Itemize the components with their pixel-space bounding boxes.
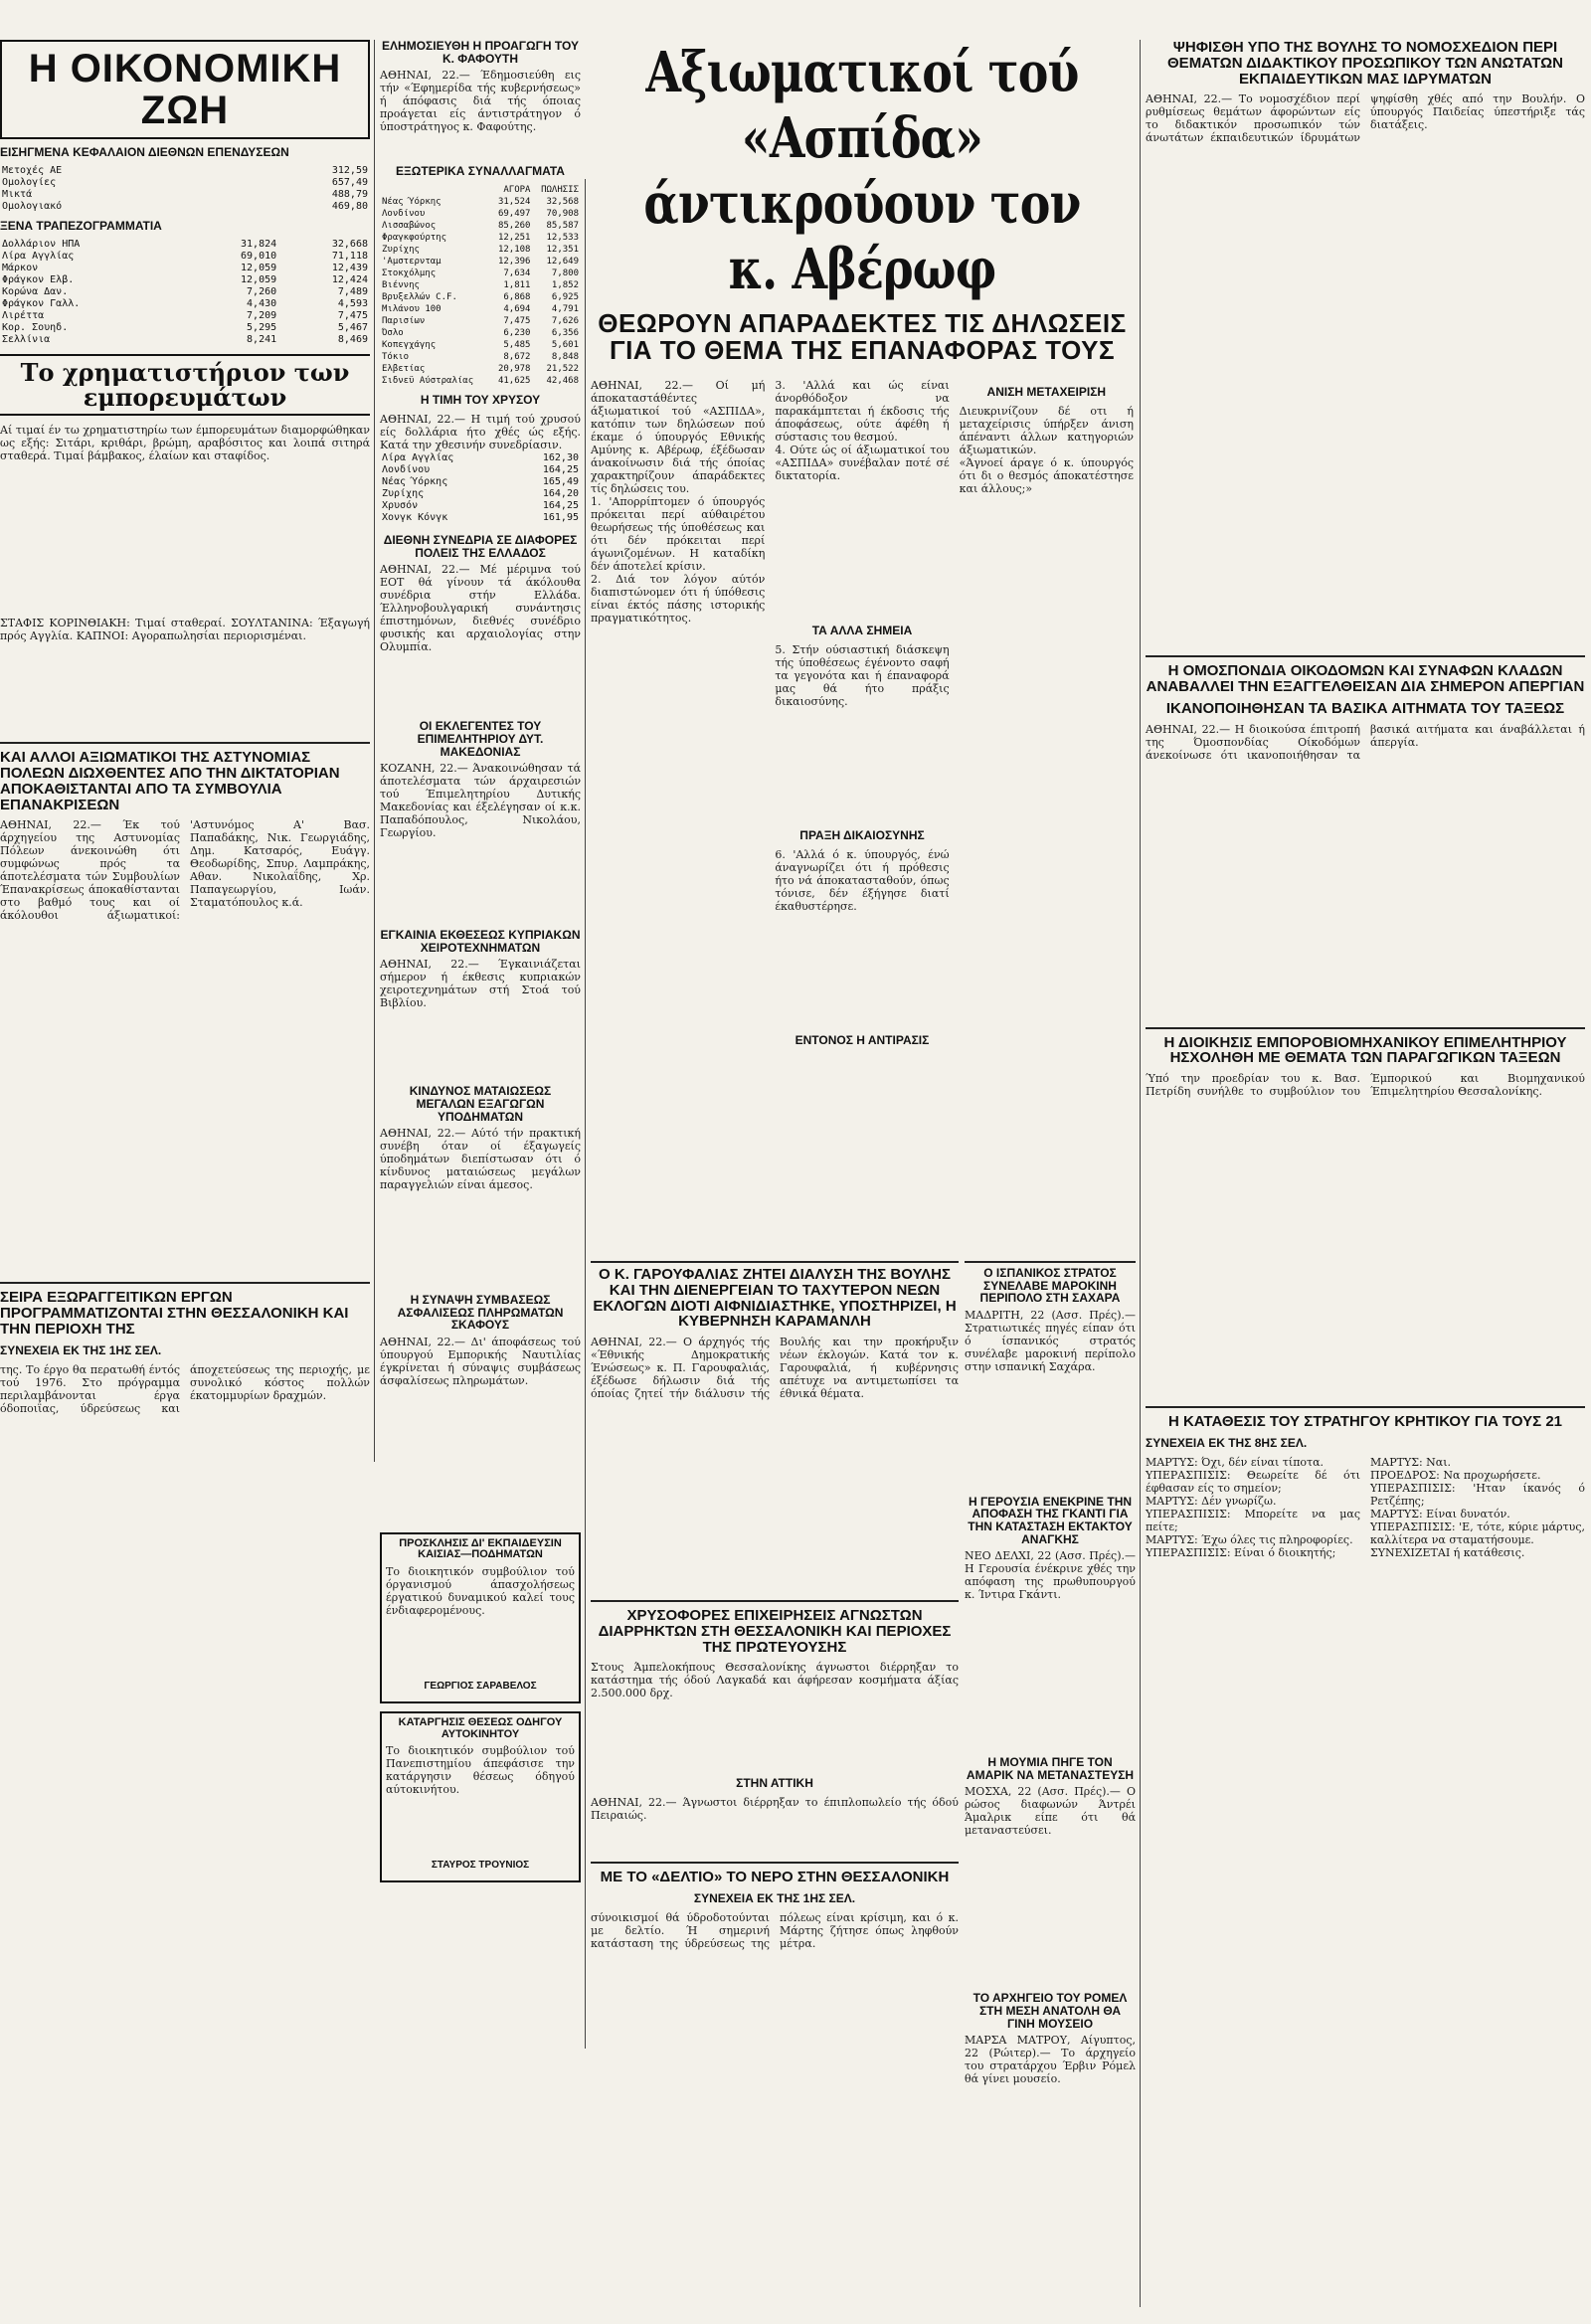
garoufalias-text: ΑΘΗΝΑΙ, 22.— Ο άρχηγός τής «Έθνικής Δημοκρατικής Ένώσεως» κ. Π. Γαρουφαλιάς, έξέδωσε δήλωσιν διά τής όποίας ζητεί τήν διάλυσιν τής Βουλής και την προκήρυξιν νέων έκλογών. Κατά τον κ. Γαρουφαλιά, ή κυβέρνησις απέτυχε να αντιμετωπίσει τα έθνικά θέματα.	[591, 1336, 963, 1400]
burglary-sub: ΣΤΗΝ ΑΤΤΙΚΗ	[736, 1776, 813, 1791]
lead-sub-d: ΑΝΙΣΗ ΜΕΤΑΧΕΙΡΙΣΗ	[986, 384, 1107, 399]
banknote-row-cell: Κορ. Σουηδ.	[2, 322, 69, 333]
column-economic-life	[0, 40, 374, 2317]
exchange-row-cell: 12,108	[497, 245, 531, 256]
banknote-row-cell: 32,668	[331, 239, 368, 250]
lead-text-b: 3. 'Αλλά και ώς είναι άνορθόδοξον να παρακάμπτεται ή έκδοσις τής άποφάσεως, ούτε άφέθη ή σύστασις του θεσμού. 4. Ούτε ώς οί άξιωματικοί του «ΑΣΠΙΔΑ» συνέβαλαν ποτέ σέ δικτατορία.	[775, 378, 950, 482]
jobs-signature: ΓΕΩΡΓΙΟΣ ΣΑΡΑΒΕΛΟΣ	[424, 1681, 537, 1692]
india-heading: Η ΓΕΡΟΥΣΙΑ ΕΝΕΚΡΙΝΕ ΤΗΝ ΑΠΟΦΑΣΗ ΤΗΣ ΓΚΑΝΤΙ ΓΙΑ ΤΗΝ ΚΑΤΑΣΤΑΣΗ ΕΚΤΑΚΤΟΥ ΑΝΑΓΚΗΣ	[968, 1494, 1133, 1546]
exchange-row	[380, 256, 581, 268]
banknote-row-cell: 5,295	[247, 322, 277, 333]
law-heading: ΨΗΦΙΣΘΗ ΥΠΟ ΤΗΣ ΒΟΥΛΗΣ ΤΟ ΝΟΜΟΣΧΕΔΙΟΝ ΠΕΡΙ ΘΕΜΑΤΩΝ ΔΙΔΑΚΤΙΚΟΥ ΠΡΟΣΩΠΙΚΟΥ ΤΩΝ ΑΝΩΤΑΤΩΝ ΕΚΠΑΙΔΕΥΤΙΚΩΝ ΜΑΣ ΙΔΡΥΜΑΤΩΝ	[1167, 39, 1563, 88]
exchange-row-cell: 7,800	[551, 268, 579, 279]
exchange-row-cell: 6,230	[503, 328, 531, 339]
exchange-row	[380, 363, 581, 375]
exchange-row-cell: 7,634	[503, 268, 531, 279]
banknote-row-cell: 5,467	[337, 322, 368, 333]
column-rule	[374, 40, 375, 1462]
garoufalias-heading: Ο Κ. ΓΑΡΟΥΦΑΛΙΑΣ ΖΗΤΕΙ ΔΙΑΛΥΣΗ ΤΗΣ ΒΟΥΛΗΣ ΚΑΙ ΤΗΝ ΔΙΕΝΕΡΓΕΙΑΝ ΤΟ ΤΑΧΥΤΕΡΟΝ ΝΕΩΝ ΕΚΛΟΓΩΝ ΔΙΟΤΙ ΑΙΦΝΙΔΙΑΣΤΗΚΕ, ΥΠΟΣΤΗΡΙΖΕΙ, Η ΚΥΒΕΡΝΗΣΗ ΚΑΡΑΜΑΝΛΗ	[593, 1266, 957, 1331]
lead-subheadline-line-1: ΘΕΩΡΟΥΝ ΑΠΑΡΑΔΕΚΤΕΣ ΤΙΣ ΔΗΛΩΣΕΙΣ	[598, 308, 1127, 338]
exchange-row	[380, 327, 581, 339]
banknote-row	[0, 334, 370, 346]
gold-row-cell: 164,20	[542, 488, 579, 500]
gold-row	[380, 464, 581, 476]
india-text: ΝΕΟ ΔΕΛΧΙ, 22 (Ασσ. Πρές).— Η Γερουσία ένέκρινε χθές την απόφαση της πρωθυπουργού κ. Ίντιρα Γκάντι.	[965, 1549, 1140, 1602]
gold-row-cell: 161,95	[542, 512, 579, 524]
union-subheading: ΙΚΑΝΟΠΟΙΗΘΗΣΑΝ ΤΑ ΒΑΣΙΚΑ ΑΙΤΗΜΑΤΑ ΤΟΥ ΤΑΞΕΩΣ	[1165, 699, 1565, 717]
exchange-col-sell: ΠΩΛΗΣΙΣ	[541, 185, 579, 196]
exhibition-text: ΑΘΗΝΑΙ, 22.— Έγκαινιάζεται σήμερον ή έκθεσις κυπριακών χειροτεχνημάτων στή Στοά τού Βιβλίου.	[380, 958, 585, 1010]
shoe-export-text: ΑΘΗΝΑΙ, 22.— Αύτό τήν πρακτική συνέβη όταν οί έξαγωγείς ύποδημάτων διεπίστωσαν ότι ό κίνδυνος ματαιώσεως μεγάλων παραγγελιών είναι άμεσος.	[380, 1127, 585, 1192]
divider	[591, 1862, 959, 1864]
gold-heading: Η ΤΙΜΗ ΤΟΥ ΧΡΥΣΟΥ	[420, 393, 541, 408]
banknote-row	[0, 239, 370, 251]
column-rule	[585, 179, 586, 2049]
banknote-row-cell: 71,118	[331, 251, 368, 262]
union-text: ΑΘΗΝΑΙ, 22.— Η διοικούσα έπιτροπή της Όμοσπονδίας Οίκοδόμων άνεκοίνωσε ότι ικανοποιήθησαν τα βασικά αιτήματα και άναβάλλεται ή άπεργία.	[1146, 722, 1589, 762]
exchange-row-cell: 8,848	[551, 352, 579, 363]
gold-row-cell: Λονδίνου	[382, 464, 431, 476]
insurance-text: ΑΘΗΝΑΙ, 22.— Δι' άποφάσεως τού ύπουργού Εμπορικής Ναυτιλίας έγκρίνεται ή σύναψις συμβάσεως άσφαλίσεως πληρωμάτων.	[380, 1335, 585, 1387]
banknote-row-cell: 12,424	[331, 274, 368, 285]
exchange-row-cell: Κοπεγχάγης	[382, 340, 437, 351]
exchange-row-cell: 69,497	[497, 209, 531, 220]
lead-body	[591, 379, 1134, 1234]
lead-headline	[639, 40, 1085, 302]
exchange-row-cell: Λισσαβώνος	[382, 221, 437, 232]
water-text: σύνοικισμοί θά ύδροδοτούνται με δελτίο. Ή σημερινή κατάσταση της ύδρεύσεως της πόλεως είναι κρίσιμη, και ό κ. Μάρτης ζήτησε όπως ληφθούν μέτρα.	[591, 1911, 963, 1950]
elected-text: ΚΟΖΑΝΗ, 22.— Άνακοινώθησαν τά άποτελέσματα τών άρχαιρεσιών τού Έπιμελητηρίου Δυτικής Μακεδονίας και έξελέγησαν οί κ.κ. Παπαδόπουλος, Νικολάου, Γεωργίου.	[380, 762, 585, 840]
banknote-row	[0, 274, 370, 286]
banknote-row-cell: 12,439	[331, 263, 368, 273]
lead-sub-a: ΤΑ ΑΛΛΑ ΣΗΜΕΙΑ	[811, 623, 913, 637]
lead-column-1	[591, 379, 765, 1234]
exchange-row-cell: 31,524	[497, 197, 531, 208]
exchange-row-cell: Στοκχόλμης	[382, 268, 437, 279]
exchange-row	[380, 268, 581, 279]
rommel-text: ΜΑΡΣΑ ΜΑΤΡΟΥ, Αίγυπτος, 22 (Ρώιτερ).— Το άρχηγείο του στρατάρχου Έρβιν Ρόμελ θά γίνει μουσείο.	[965, 2034, 1140, 2086]
exchange-table	[380, 184, 581, 387]
lead-text-a: ΑΘΗΝΑΙ, 22.— Οί μή άποκαταστάθέντες άξιωματικοί τού «ΑΣΠΙΔΑ», κατόπιν των δηλώσεων πού έκαμε ό ύπουργός Εθνικής Αμύνης κ. Αβέρωφ, έξέδωσαν άνακοίνωσιν διά τής όποίας χαρακτηρίζουν άπαράδεκτες τίς δηλώσεις του. 1. 'Απορρίπτομεν ό ύπουργός πρόκειται περί αύθαιρέτου θεωρήσεως τής ύποθέσεως και ότι δέν πρόκειται περί άγωνιζομένων. Η καταδίκη δέν άποτελεί κρίσιν. 2. Διά τον λόγον αύτόν διαπιστώνομεν ότι ή ύπόθεσις είναι έκτός πάσης ιστορικής πραγματικότητος.	[591, 378, 766, 625]
exchange-row-cell: Ζυρίχης	[382, 245, 420, 256]
capital-row	[0, 177, 370, 189]
lead-headline-line-2: άντικρούουν τον κ. Αβέρωφ	[643, 171, 1081, 302]
divider	[591, 1261, 959, 1263]
exchange-row	[380, 208, 581, 220]
exchange-row-cell: 6,356	[551, 328, 579, 339]
lead-column-2	[775, 378, 954, 1234]
lead-text-c: 5. Στήν ούσιαστική διάσκεψη τής ύποθέσεως έγένοντο σαφή τα γεγονότα και ή έπαναφορά μας θά ήτο πράξις δικαιοσύνης.	[775, 642, 954, 708]
gold-row	[380, 476, 581, 488]
gold-text: ΑΘΗΝΑΙ, 22.— Η τιμή τού χρυσού είς δολλάρια ήτο χθές ώς εξής. Κατά την χθεσινήν συνεδρίασιν.	[380, 413, 585, 452]
exchange-row-cell: 8,672	[503, 352, 531, 363]
banknote-row-cell: Φράγκον Γαλλ.	[2, 298, 81, 309]
gold-row-cell: Χρυσόν	[382, 500, 419, 512]
exchange-row-cell: 12,351	[546, 245, 579, 256]
exchange-row-cell: 7,475	[503, 316, 531, 327]
banknote-row	[0, 286, 370, 298]
lead-column-3	[960, 379, 1134, 1234]
lead-story	[591, 40, 1134, 1253]
exchange-row	[380, 375, 581, 387]
banknote-row-cell: 31,824	[241, 239, 277, 250]
rommel-heading: ΤΟ ΑΡΧΗΓΕΙΟ ΤΟΥ ΡΟΜΕΛ ΣΤΗ ΜΕΣΗ ΑΝΑΤΟΛΗ ΘΑ ΓΙΝΗ ΜΟΥΣΕΙΟ	[972, 1991, 1128, 2031]
chamber-heading: Η ΔΙΟΙΚΗΣΙΣ ΕΜΠΟΡΟΒΙΟΜΗΧΑΝΙΚΟΥ ΕΠΙΜΕΛΗΤΗΡΙΟΥ ΗΣΧΟΛΗΘΗ ΜΕ ΘΕΜΑΤΑ ΤΩΝ ΠΑΡΑΓΩΓΙΚΩΝ ΤΑΞΕΩΝ	[1163, 1033, 1567, 1067]
exchange-row-cell: Βρυξελλών C.F.	[382, 292, 457, 303]
exchange-row-cell: 12,251	[497, 233, 531, 244]
market-title: Το χρηματιστήριον των εμπορευμάτων	[20, 358, 350, 413]
banknote-row-cell: Λίρα Αγγλίας	[2, 251, 75, 262]
works-heading: ΣΕΙΡΑ ΕΞΩΡΑΓΓΕΙΤΙΚΩΝ ΕΡΓΩΝ ΠΡΟΓΡΑΜΜΑΤΙΖΟΝΤΑΙ ΣΤΗΝ ΘΕΣΣΑΛΟΝΙΚΗ ΚΑΙ ΤΗΝ ΠΕΡΙΟΧΗ ΤΗΣ	[0, 1289, 349, 1338]
exchange-row-cell: 32,568	[546, 197, 579, 208]
banknote-row	[0, 322, 370, 334]
column-rule	[1140, 40, 1141, 2307]
exchange-row-cell: 'Αμστερνταμ	[382, 257, 442, 268]
exchange-row-cell: 12,649	[546, 257, 579, 268]
banknote-row-cell: 12,059	[241, 263, 277, 273]
burglary-heading: ΧΡΥΣΟΦΟΡΕΣ ΕΠΙΧΕΙΡΗΣΕΙΣ ΑΓΝΩΣΤΩΝ ΔΙΑΡΡΗΚΤΩΝ ΣΤΗ ΘΕΣΣΑΛΟΝΙΚΗ ΚΑΙ ΠΕΡΙΟΧΕΣ ΤΗΣ ΠΡΩΤΕΥΟΥΣΗΣ	[598, 1607, 952, 1656]
gold-row-cell: Ζυρίχης	[382, 488, 425, 500]
trial-heading: Η ΚΑΤΑΘΕΣΙΣ ΤΟΥ ΣΤΡΑΤΗΓΟΥ ΚΡΗΤΙΚΟΥ ΓΙΑ ΤΟΥΣ 21	[1167, 1413, 1563, 1430]
exchange-row-cell: 12,396	[497, 257, 531, 268]
banknote-row	[0, 298, 370, 310]
exchange-row-cell: Σιδνεϋ Αύστραλίας	[382, 376, 474, 387]
lead-headline-line-1: Αξιωματικοί τού «Ασπίδα»	[645, 40, 1079, 171]
exchange-row-cell: 85,587	[546, 221, 579, 232]
exchange-row-cell: 4,694	[503, 304, 531, 315]
banknote-row-cell: Μάρκον	[2, 263, 39, 273]
market-banner	[0, 354, 370, 416]
lead-text-d: 6. 'Αλλά ό κ. ύπουργός, ένώ άναγνωρίζει ότι ή πρόθεσις ήτο νά άποκατασταθούν, όπως τόνισε, δέν έξήγησε διατί έκαθυστέρησε.	[775, 847, 954, 913]
exchange-row-cell: Μιλάνου 100	[382, 304, 442, 315]
banknote-row	[0, 263, 370, 274]
jobs-text: Το διοικητικόν συμβούλιον τού όργανισμού άπασχολήσεως έργατικού δυναμικού καλεί τους ένδιαφερομένους.	[386, 1565, 579, 1617]
section-banner	[0, 40, 370, 139]
banknote-row-cell: Λιρέττα	[2, 310, 45, 321]
jobs-notice	[380, 1532, 581, 1703]
spain-text: ΜΑΔΡΙΤΗ, 22 (Ασσ. Πρές).— Στρατιωτικές πηγές είπαν ότι ό ίσπανικός στρατός συνέλαβε μαροκινή περίπολο στην ισπανική Σαχάρα.	[965, 1308, 1140, 1373]
driver-signature: ΣΤΑΥΡΟΣ ΤΡΟΥΝΙΟΣ	[431, 1860, 530, 1872]
police-heading: ΚΑΙ ΑΛΛΟΙ ΑΞΙΩΜΑΤΙΚΟΙ ΤΗΣ ΑΣΤΥΝΟΜΙΑΣ ΠΟΛΕΩΝ ΔΙΩΧΘΕΝΤΕΣ ΑΠΟ ΤΗΝ ΔΙΚΤΑΤΟΡΙΑΝ ΑΠΟΚΑΘΙΣΤΑΝΤΑΙ ΑΠΟ ΤΑ ΣΥΜΒΟΥΛΙΑ ΕΠΑΝΑΚΡΙΣΕΩΝ	[0, 749, 340, 813]
capital-table	[0, 165, 370, 213]
exchange-row-cell: Βιέννης	[382, 280, 420, 291]
capital-row-cell: Μικτά	[2, 189, 33, 200]
divider	[0, 742, 370, 744]
gold-row-cell: Νέας Ύόρκης	[382, 476, 448, 488]
banknote-row-cell: 4,593	[337, 298, 368, 309]
lead-sub-c: ΕΝΤΟΝΟΣ Η ΑΝΤΙΡΑΣΙΣ	[795, 1032, 930, 1047]
lead-text-e: Διευκρινίζουν δέ οτι ή μεταχείρισις ύπήρξεν άνιση άπέναντι άλλων κατηγοριών άξιωματικών. «Άγνοεί άραγε ό κ. ύπουργός ότι δι ο θεσμός άποκατέστησε και άλλους;»	[959, 404, 1134, 495]
water-continuation: ΣΥΝΕΧΕΙΑ ΕΚ ΤΗΣ 1ΗΣ ΣΕΛ.	[693, 1891, 856, 1905]
exchange-row-cell: 6,868	[503, 292, 531, 303]
conferences-heading: ΔΙΕΘΝΗ ΣΥΝΕΔΡΙΑ ΣΕ ΔΙΑΦΟΡΕΣ ΠΟΛΕΙΣ ΤΗΣ ΕΛΛΑΔΟΣ	[383, 533, 578, 560]
exchange-row	[380, 232, 581, 244]
exchange-row-cell: 21,522	[546, 364, 579, 375]
market-text-2: ΣΤΑΦΙΣ ΚΟΡΙΝΘΙΑΚΗ: Τιμαί σταθεραί. ΣΟΥΛΤΑΝΙΝΑ: Έξαγωγή πρός Αγγλία. ΚΑΠΝΟΙ: Αγοραπωλησίαι περιορισμέναι.	[0, 617, 374, 643]
exchange-row-cell: Λονδίνου	[382, 209, 426, 220]
lead-sub-b: ΠΡΑΞΗ ΔΙΚΑΙΟΣΥΝΗΣ	[799, 827, 925, 842]
banknote-row-cell: Φράγκον Ελβ.	[2, 274, 75, 285]
capital-heading: ΕΙΣΗΓΜΕΝΑ ΚΕΦΑΛΑΙΟΝ ΔΙΕΘΝΩΝ ΕΠΕΝΔΥΣΕΩΝ	[0, 145, 289, 159]
gold-row	[380, 452, 581, 464]
banknote-row	[0, 310, 370, 322]
promotion-heading: ΕΛΗΜΟΣΙΕΥΘΗ Η ΠΡΟΑΓΩΓΗ ΤΟΥ Κ. ΦΑΦΟΥΤΗ	[382, 39, 579, 66]
market-text: Αί τιμαί έν τω χρηματιστηρίω των έμπορευμάτων διαμορφώθηκαν ως εξής: Σιτάρι, κριθάρι, βρώμη, αραβόσιτος και λοιπά σιτηρά σταθερά. Τιμαί βάμβακος, έλαίων και σταφίδος.	[0, 424, 374, 463]
gold-table	[380, 452, 581, 524]
banknote-row-cell: 8,241	[247, 334, 277, 345]
lead-subheadline-line-2: ΓΙΑ ΤΟ ΘΕΜΑ ΤΗΣ ΕΠΑΝΑΦΟΡΑΣ ΤΟΥΣ	[609, 335, 1116, 366]
exchange-row-cell: 70,908	[546, 209, 579, 220]
lead-subheadline	[591, 310, 1134, 365]
exchange-row-cell: 85,260	[497, 221, 531, 232]
gold-row	[380, 512, 581, 524]
exhibition-heading: ΕΓΚΑΙΝΙΑ ΕΚΘΕΣΕΩΣ ΚΥΠΡΙΑΚΩΝ ΧΕΙΡΟΤΕΧΝΗΜΑΤΩΝ	[380, 928, 581, 955]
exchange-row	[380, 303, 581, 315]
banknote-row-cell: 4,430	[247, 298, 277, 309]
conferences-text: ΑΘΗΝΑΙ, 22.— Μέ μέριμνα τού ΕΟΤ θά γίνουν τά άκόλουθα συνέδρια στήν Ελλάδα. Έλληνοβουλγαρική συνάντησις έπιστημόνων, διεθνές συνέδριο φυσικής και αρχαιολογίας στην Ολυμπία.	[380, 563, 585, 654]
middle-lower-right	[965, 1261, 1140, 2315]
exchange-row	[380, 291, 581, 303]
capital-row	[0, 201, 370, 213]
exchange-row-cell: Ελβετίας	[382, 364, 426, 375]
law-text: ΑΘΗΝΑΙ, 22.— Το νομοσχέδιον περί ρυθμίσεως θεμάτων άφορώντων είς το διδακτικόν προσωπικόν τών άνωτάτων έκπαιδευτικών ίδρυμάτων ψηφίσθη χθές από την Βουλήν. Ο ύπουργός Παιδείας ύπεστήριξε τάς διατάξεις.	[1146, 92, 1589, 145]
column-right	[1146, 39, 1589, 2317]
exchange-row-cell: 5,601	[551, 340, 579, 351]
jobs-heading: ΠΡΟΣΚΛΗΣΙΣ ΔΙ' ΕΚΠΑΙΔΕΥΣΙΝ ΚΑΙΣΙΑΣ—ΠΟΔΗΜΑΤΩΝ	[399, 1536, 562, 1561]
elected-heading: ΟΙ ΕΚΛΕΓΕΝΤΕΣ ΤΟΥ ΕΠΙΜΕΛΗΤΗΡΙΟΥ ΔΥΤ. ΜΑΚΕΔΟΝΙΑΣ	[417, 719, 544, 759]
shoe-export-heading: ΚΙΝΔΥΝΟΣ ΜΑΤΑΙΩΣΕΩΣ ΜΕΓΑΛΩΝ ΕΞΑΓΩΓΩΝ ΥΠΟΔΗΜΑΤΩΝ	[409, 1084, 552, 1124]
amalrik-text: ΜΟΣΧΑ, 22 (Ασσ. Πρές).— Ο ρώσος διαφωνών Άντρέι Άμαλρικ είπε ότι θά μεταναστεύσει.	[965, 1785, 1140, 1838]
banknote-row-cell: 7,260	[247, 286, 277, 297]
gold-row	[380, 488, 581, 500]
driver-heading: ΚΑΤΑΡΓΗΣΙΣ ΘΕΣΕΩΣ ΟΔΗΓΟΥ ΑΥΤΟΚΙΝΗΤΟΥ	[398, 1716, 563, 1740]
exchange-col-buy: ΑΓΟΡΑ	[503, 185, 531, 196]
exchange-row-cell: 20,978	[497, 364, 531, 375]
trial-continuation: ΣΥΝΕΧΕΙΑ ΕΚ ΤΗΣ 8ΗΣ ΣΕΛ.	[1146, 1435, 1308, 1450]
works-text: της. Το έργο θα περατωθή έντός τού 1976. Στο πρόγραμμα περιλαμβάνονται έργα όδοποιΐας, ύδρεύσεως και άποχετεύσεως της περιοχής, με συνολικό κόστος πολλών έκατομμυρίων δραχμών.	[0, 1362, 374, 1415]
capital-row-cell: 469,80	[331, 201, 368, 212]
works-continuation: ΣΥΝΕΧΕΙΑ ΕΚ ΤΗΣ 1ΗΣ ΣΕΛ.	[0, 1342, 162, 1357]
capital-row-cell: 657,49	[331, 177, 368, 188]
banknote-row-cell: Σελλίνια	[2, 334, 51, 345]
exchange-row	[380, 279, 581, 291]
exchange-row-cell: 42,468	[546, 376, 579, 387]
exchange-row	[380, 244, 581, 256]
banknotes-heading: ΞΕΝΑ ΤΡΑΠΕΖΟΓΡΑΜΜΑΤΙΑ	[0, 219, 162, 233]
banknote-row-cell: Κορώνα Δαν.	[2, 286, 69, 297]
exchange-row-cell: 7,626	[551, 316, 579, 327]
burglary-text: Στους Άμπελοκήπους Θεσσαλονίκης άγνωστοι διέρρηξαν το κατάστημα τής όδού Λαγκαδά και άφήρεσαν κοσμήματα άξίας 2.500.000 δρχ.	[591, 1661, 963, 1700]
chamber-text: Ύπό την προεδρίαν του κ. Βασ. Πετρίδη συνήλθε το συμβούλιον του Έμπορικού και Βιομηχανικού Έπιμελητηρίου Θεσσαλονίκης.	[1146, 1072, 1589, 1098]
driver-text: Το διοικητικόν συμβούλιον τού Πανεπιστημίου άπεφάσισε την κατάργησιν θέσεως όδηγού αύτοκινήτου.	[386, 1744, 579, 1797]
exchange-row	[380, 196, 581, 208]
exchange-row-cell: 1,852	[551, 280, 579, 291]
exchange-row-cell: Όσλο	[382, 328, 404, 339]
divider	[965, 1261, 1136, 1263]
banknote-row-cell: 8,469	[337, 334, 368, 345]
divider	[0, 1282, 370, 1284]
capital-row	[0, 189, 370, 201]
divider	[1146, 655, 1585, 657]
banknote-row-cell: 7,209	[247, 310, 277, 321]
police-text: ΑΘΗΝΑΙ, 22.— Έκ τού άρχηγείου της Αστυνομίας Πόλεων άνεκοινώθη ότι συμφώνως πρός τα άποτελέσματα τών Συμβουλίων Έπανακρίσεως άποκαθίστανται στο βαθμό τους και οί άκόλουθοι άξιωματικοί: 'Αστυνόμος Α' Βασ. Παπαδάκης, Νικ. Γεωργιάδης, Δημ. Κατσαρός, Ευάγγ. Θεοδωρίδης, Σπυρ. Λαμπράκης, Αθαν. Νικολαΐδης, Χρ. Παπαγεωργίου, Ιωάν. Σταματόπουλος κ.ά.	[0, 818, 374, 923]
exchange-row-cell: Τόκιο	[382, 352, 410, 363]
divider	[1146, 1406, 1585, 1408]
exchange-row-cell: 12,533	[546, 233, 579, 244]
exchange-row	[380, 351, 581, 363]
promotion-text: ΑΘΗΝΑΙ, 22.— Έδημοσιεύθη εις τήν «Έφημερίδα τής κυβερνήσεως» ή άπόφασις διά τής όποιας προάγεται είς άντιστράτηγον ό ύποστράτηγος κ. Φαφούτης.	[380, 69, 585, 134]
banknote-row	[0, 251, 370, 263]
exchange-row-cell: 41,625	[497, 376, 531, 387]
exchange-row	[380, 315, 581, 327]
column-notices	[380, 39, 585, 2317]
insurance-heading: Η ΣΥΝΑΨΗ ΣΥΜΒΑΣΕΩΣ ΑΣΦΑΛΙΣΕΩΣ ΠΛΗΡΩΜΑΤΩΝ ΣΚΑΦΟΥΣ	[397, 1293, 564, 1333]
section-title: Η ΟΙΚΟΝΟΜΙΚΗ ΖΩΗ	[28, 47, 342, 132]
exchange-row-cell: 6,925	[551, 292, 579, 303]
gold-row-cell: Λίρα Αγγλίας	[382, 452, 454, 464]
burglary-text-2: ΑΘΗΝΑΙ, 22.— Άγνωστοι διέρρηξαν το έπιπλοπωλείο τής όδού Πειραιώς.	[591, 1796, 963, 1823]
exchange-row-cell: 5,485	[503, 340, 531, 351]
exchange-row	[380, 339, 581, 351]
capital-row-cell: 488,79	[331, 189, 368, 200]
exchange-heading: ΕΞΩΤΕΡΙΚΑ ΣΥΝΑΛΛΑΓΜΑΤΑ	[396, 164, 565, 179]
water-heading: ΜΕ ΤΟ «ΔΕΛΤΙΟ» ΤΟ ΝΕΡΟ ΣΤΗΝ ΘΕΣΣΑΛΟΝΙΚΗ	[600, 1869, 950, 1886]
exchange-row-cell: Φραγκφούρτης	[382, 233, 447, 244]
divider	[1146, 1027, 1585, 1029]
banknote-row-cell: Δολλάριον ΗΠΑ	[2, 239, 81, 250]
banknote-row-cell: 69,010	[241, 251, 277, 262]
banknote-row-cell: 7,489	[337, 286, 368, 297]
divider	[591, 1600, 959, 1602]
middle-lower-left	[591, 1261, 963, 2315]
capital-row-cell: Ομολογιακό	[2, 201, 63, 212]
driver-notice	[380, 1711, 581, 1882]
exchange-row-cell: Νέας Ύόρκης	[382, 197, 442, 208]
gold-row-cell: Χονγκ Κόνγκ	[382, 512, 448, 524]
gold-row-cell: 164,25	[542, 500, 579, 512]
capital-row-cell: Μετοχές ΑΕ	[2, 165, 63, 176]
banknote-row-cell: 12,059	[241, 274, 277, 285]
gold-row	[380, 500, 581, 512]
gold-row-cell: 162,30	[542, 452, 579, 464]
gold-row-cell: 164,25	[542, 464, 579, 476]
capital-row	[0, 165, 370, 177]
exchange-row-cell: 1,811	[503, 280, 531, 291]
capital-row-cell: Ομολογίες	[2, 177, 57, 188]
gold-row-cell: 165,49	[542, 476, 579, 488]
amalrik-heading: Η ΜΟΥΜΙΑ ΠΗΓΕ ΤΟΝ ΑΜΑΡΙΚ ΝΑ ΜΕΤΑΝΑΣΤΕΥΣΗ	[966, 1755, 1135, 1782]
banknote-row-cell: 7,475	[337, 310, 368, 321]
capital-row-cell: 312,59	[331, 165, 368, 176]
banknotes-table	[0, 239, 370, 346]
exchange-row-cell: 4,791	[551, 304, 579, 315]
trial-text: ΜΑΡΤΥΣ: Όχι, δέν είναι τίποτα. ΥΠΕΡΑΣΠΙΣΙΣ: Θεωρείτε δέ ότι έφθασαν είς το σημείον; ΜΑΡΤΥΣ: Δέν γνωρίζω. ΥΠΕΡΑΣΠΙΣΙΣ: Μπορείτε να μας πείτε; ΜΑΡΤΥΣ: Έχω όλες τις πληροφορίες. ΥΠΕΡΑΣΠΙΣΙΣ: Είναι ό διοικητής; ΜΑΡΤΥΣ: Ναι. ΠΡΟΕΔΡΟΣ: Να προχωρήσετε. ΥΠΕΡΑΣΠΙΣΙΣ: 'Ηταν ίκανός ό Ρετζέπης; ΜΑΡΤΥΣ: Είναι δυνατόν. ΥΠΕΡΑΣΠΙΣΙΣ: 'Ε, τότε, κύριε μάρτυς, καλλίτερα να σταματήσουμε. ΣΥΝΕΧΙΖΕΤΑΙ ή κατάθεσις.	[1146, 1455, 1585, 1559]
union-heading: Η ΟΜΟΣΠΟΝΔΙΑ ΟΙΚΟΔΟΜΩΝ ΚΑΙ ΣΥΝΑΦΩΝ ΚΛΑΔΩΝ ΑΝΑΒΑΛΛΕΙ ΤΗΝ ΕΞΑΓΓΕΛΘΕΙΣΑΝ ΔΙΑ ΣΗΜΕΡΟΝ ΑΠΕΡΓΙΑΝ	[1146, 662, 1585, 695]
exchange-row	[380, 220, 581, 232]
exchange-row-cell: Παρισίων	[382, 316, 426, 327]
spain-heading: Ο ΙΣΠΑΝΙΚΟΣ ΣΤΡΑΤΟΣ ΣΥΝΕΛΑΒΕ ΜΑΡΟΚΙΝΗ ΠΕΡΙΠΟΛΟ ΣΤΗ ΣΑΧΑΡΑ	[979, 1266, 1121, 1306]
